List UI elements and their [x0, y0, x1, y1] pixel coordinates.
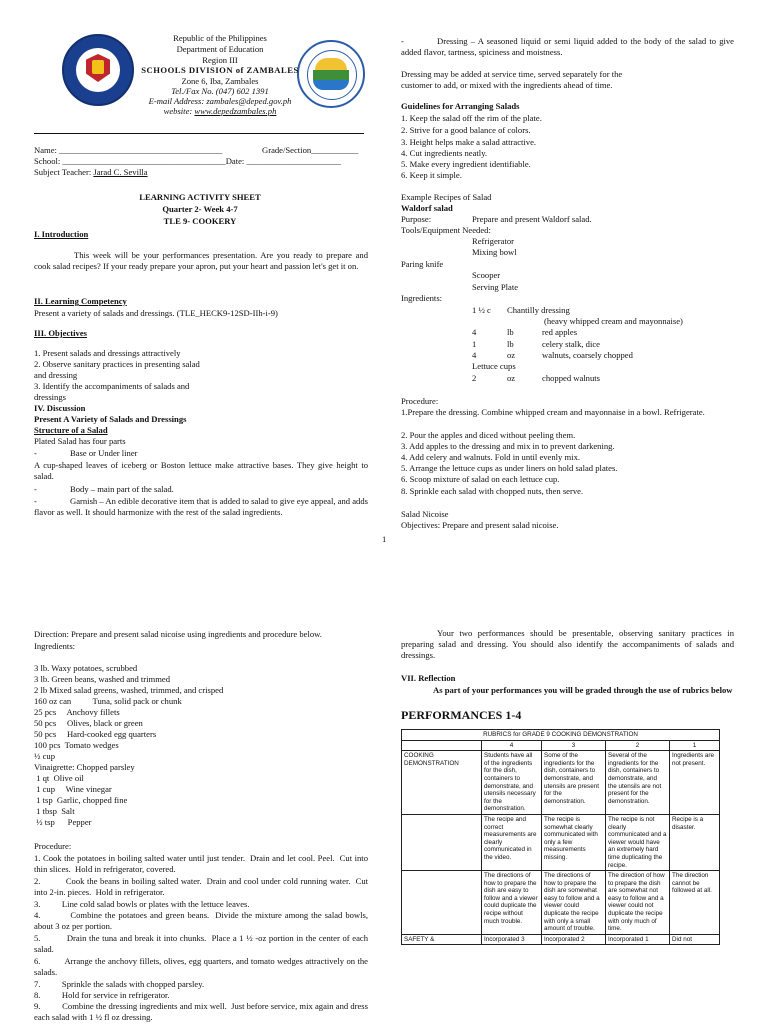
reflection-paragraph: As part of your performances you will be graded through the use of rubrics below	[433, 685, 733, 695]
table-cell	[402, 740, 482, 751]
school-date-field[interactable]: School: ______________________________________Date: ______________________	[34, 156, 341, 166]
intro-heading: I. Introduction	[34, 229, 89, 239]
competency-text: Present a variety of salads and dressings. (TLE_HECK9-12SD-IIh-i-9)	[34, 308, 278, 318]
header-address: Zone 6, Iba, Zambales	[181, 76, 259, 86]
procedure-1: 1.Prepare the dressing. Combine whipped cream and mayonnaise in a bowl. Refrigerate.	[401, 407, 705, 417]
tool-refrigerator: Refrigerator	[472, 236, 514, 246]
table-row	[402, 934, 720, 945]
grade-section-field[interactable]: Grade/Section___________	[262, 145, 359, 155]
header-republic: Republic of the Philippines	[173, 33, 267, 43]
header-dept: Department of Education	[176, 44, 264, 54]
header-rule	[34, 133, 364, 134]
guidelines-heading: Guidelines for Arranging Salads	[401, 101, 520, 111]
purpose-label: Purpose:	[401, 214, 432, 224]
dash-2: -	[34, 484, 37, 494]
guideline-3: 3. Height helps make a salad attractive.	[401, 137, 537, 147]
column-header: 3	[542, 740, 606, 751]
discussion-heading: IV. Discussion	[34, 403, 86, 413]
nicoise-step-5: 5. Drain the tuna and break it into chunks. Place a 1 ½ -oz portion in the center of each salad.	[34, 933, 371, 954]
list-item: Vinaigrette: Chopped parsley	[34, 762, 135, 772]
ing3-unit: lb	[507, 339, 514, 349]
nicoise-step-6: 6. Arrange the anchovy fillets, olives, egg quarters, and tomato wedges attractively on the salads.	[34, 956, 371, 977]
list-item: 25 pcs Anchovy fillets	[34, 707, 120, 717]
header-division: SCHOOLS DIVISION of ZAMBALES	[141, 65, 299, 75]
table-cell: Incorporated 1	[606, 934, 670, 945]
nicoise-ingredients-label: Ingredients:	[34, 641, 76, 651]
list-item: 1 cup Wine vinegar	[34, 784, 112, 794]
plated-text: Plated Salad has four parts	[34, 436, 126, 446]
list-item: 2 lb Mixed salad greens, washed, trimmed, and crisped	[34, 685, 224, 695]
guideline-2: 2. Strive for a good balance of colors.	[401, 125, 531, 135]
tool-paring-knife: Paring knife	[401, 259, 444, 269]
doc-subject: TLE 9- COOKERY	[163, 216, 237, 226]
procedure-2: 2. Pour the apples and diced without peeling them.	[401, 430, 576, 440]
tools-label: Tools/Equipment Needed:	[401, 225, 491, 235]
ing1-name: Chantilly dressing	[507, 305, 570, 315]
list-item: 3 lb. Green beans, washed and trimmed	[34, 674, 171, 684]
nicoise-step-2: 2. Cook the beans in boiling salted water. Drain and cool under cold running water. Cut into 2-in. pieces. Hold in refrigerator.	[34, 876, 371, 897]
tool-mixing-bowl: Mixing bowl	[472, 247, 517, 257]
table-cell: The direction of how to prepare the dish are somewhat not easy to follow and a viewer could not duplicate the recipe with only much of time.	[606, 871, 670, 935]
table-row	[402, 740, 720, 751]
procedure-4: 4. Add celery and walnuts. Fold in until evenly mix.	[401, 452, 581, 462]
guideline-4: 4. Cut ingredients neatly.	[401, 148, 488, 158]
procedure-label: Procedure:	[401, 396, 439, 406]
table-cell: Some of the ingredients for the dish, containers to demonstrate, and utensils are present for the demonstration.	[542, 751, 606, 815]
nicoise-step-4: 4. Combine the potatoes and green beans. Divide the mixture among the salad bowls, about 3 oz per portion.	[34, 910, 371, 931]
objective-1: 1. Present salads and dressings attractively	[34, 348, 181, 358]
table-row	[402, 871, 720, 935]
doc-quarter: Quarter 2- Week 4-7	[162, 204, 238, 214]
website-link[interactable]: www.depedzambales.ph	[194, 106, 277, 116]
ing2-name: red apples	[542, 327, 578, 337]
table-cell: The directions of how to prepare the dish are easy to follow and a viewer could duplicate the recipe without much trouble.	[482, 871, 542, 935]
dash-dressing: -	[401, 36, 404, 46]
column-header: 1	[670, 740, 720, 751]
table-cell: The recipe is somewhat clearly communicated with only a few measurements missing.	[542, 814, 606, 870]
purpose-value: Prepare and present Waldorf salad.	[472, 214, 592, 224]
intro-paragraph: This week will be your performances presentation. Are you ready to prepare and cook salad recipes? If your ready prepare your apron, put your heart and passion let's get it on.	[34, 250, 368, 271]
tool-serving-plate: Serving Plate	[472, 282, 519, 292]
list-item: 50 pcs Hard-cooked egg quarters	[34, 729, 157, 739]
table-row	[402, 730, 720, 741]
table-row	[402, 751, 720, 815]
column-header: 4	[482, 740, 542, 751]
body-text: Body – main part of the salad.	[70, 484, 174, 494]
structure-heading: Structure of a Salad	[34, 425, 108, 435]
ing6-unit: oz	[507, 373, 516, 383]
nicoise-objectives: Objectives: Prepare and present salad nicoise.	[401, 520, 559, 530]
performance-intro: Your two performances should be presentable, observing sanitary practices in preparing salad and dressing. You should also identify the accompaniments of salads and dressings.	[401, 628, 734, 660]
objective-2b: and dressing	[34, 370, 78, 380]
ing3-qty: 1	[472, 339, 477, 349]
guideline-5: 5. Make every ingredient identifiable.	[401, 159, 531, 169]
ing4-name: walnuts, coarsely chopped	[542, 350, 633, 360]
nicoise-step-9: 9. Combine the dressing ingredients and mix well. Just before service, mix again and dress each salad with 1 ½ fl oz dressing.	[34, 1001, 371, 1022]
list-item: 1 tbsp Salt	[34, 806, 75, 816]
table-cell: Several of the ingredients for the dish, containers to demonstrate, and the utensils are not present for the demonstration.	[606, 751, 670, 815]
ing1-sub: (heavy whipped cream and mayonnaise)	[544, 316, 683, 326]
ing6-qty: 2	[472, 373, 477, 383]
nicoise-step-3: 3. Line cold salad bowls or plates with the lettuce leaves.	[34, 899, 250, 909]
dressing-paragraph: Dressing – A seasoned liquid or semi liquid added to the body of the salad to give added flavor, tartness, spiciness and moistness.	[401, 36, 734, 57]
table-cell: The recipe and correct measurements are clearly communicated in the video.	[482, 814, 542, 870]
header-website: website: www.depedzambales.ph	[163, 106, 277, 116]
header-region: Region III	[202, 55, 238, 65]
row-label	[402, 871, 482, 935]
list-item: 100 pcs Tomato wedges	[34, 740, 119, 750]
procedure-6: 6. Scoop mixture of salad on each lettuce cup.	[401, 474, 560, 484]
subject-teacher: Subject Teacher: Jarad C. Sevilla	[34, 167, 148, 177]
table-cell: The recipe is not clearly communicated and a viewer would have an extremely hard time duplicating the recipe.	[606, 814, 670, 870]
waldorf-heading: Waldorf salad	[401, 203, 453, 213]
header-email: E-mail Address: zambales@deped.gov.ph	[148, 96, 292, 106]
objective-3b: dressings	[34, 392, 66, 402]
procedure-5: 5. Arrange the lettuce cups as under liners on hold salad plates.	[401, 463, 618, 473]
table-cell: Incorporated 3	[482, 934, 542, 945]
procedure-3: 3. Add apples to the dressing and mix in to prevent darkening.	[401, 441, 615, 451]
direction-text: Direction: Prepare and present salad nicoise using ingredients and procedure below.	[34, 629, 322, 639]
list-item: 160 oz can Tuna, solid pack or chunk	[34, 696, 182, 706]
rubrics-caption: RUBRICS for GRADE 9 COOKING DEMONSTRATION	[402, 730, 720, 741]
list-item: 50 pcs Olives, black or green	[34, 718, 143, 728]
performances-heading: PERFORMANCES 1-4	[401, 708, 522, 722]
table-cell: Ingredients are not present.	[670, 751, 720, 815]
ing5-name: Lettuce cups	[472, 361, 516, 371]
table-cell: Students have all of the ingredients for the dish, containers to demonstrate, and utensils necessary for the demonstration.	[482, 751, 542, 815]
guideline-1: 1. Keep the salad off the rim of the plate.	[401, 113, 542, 123]
nicoise-step-7: 7. Sprinkle the salads with chopped parsley.	[34, 979, 205, 989]
objective-2a: 2. Observe sanitary practices in presenting salad	[34, 359, 200, 369]
ing3-name: celery stalk, dice	[542, 339, 600, 349]
ing4-unit: oz	[507, 350, 516, 360]
nicoise-procedure-label: Procedure:	[34, 841, 72, 851]
list-item: 3 lb. Waxy potatoes, scrubbed	[34, 663, 138, 673]
guideline-6: 6. Keep it simple.	[401, 170, 462, 180]
list-item: ½ cup	[34, 751, 56, 761]
table-cell: Did not	[670, 934, 720, 945]
rubrics-table	[401, 729, 720, 945]
row-label: COOKING DEMONSTRATION	[402, 751, 482, 815]
dressing-p2b: customer to add, or mixed with the ingredients ahead of time.	[401, 80, 613, 90]
competency-heading: II. Learning Competency	[34, 296, 127, 306]
column-header: 2	[606, 740, 670, 751]
list-item: 1 qt Olive oil	[34, 773, 84, 783]
table-cell: The direction cannot be followed at all.	[670, 871, 720, 935]
table-row	[402, 814, 720, 870]
table-cell: Recipe is a disaster.	[670, 814, 720, 870]
ingredients-label: Ingredients:	[401, 293, 443, 303]
ing1-qty: 1 ½ c	[472, 305, 491, 315]
objectives-heading: III. Objectives	[34, 328, 87, 338]
reflection-heading: VII. Reflection	[401, 673, 456, 683]
dash-3: -	[34, 496, 37, 506]
nicoise-step-8: 8. Hold for service in refrigerator.	[34, 990, 170, 1000]
table-cell: Incorporated 2	[542, 934, 606, 945]
base-text: Base or Under liner	[70, 448, 138, 458]
table-cell: The directions of how to prepare the dish are somewhat easy to follow and a viewer could duplicate the recipe with only a small amount of trouble.	[542, 871, 606, 935]
ing6-name: chopped walnuts	[542, 373, 600, 383]
example-heading: Example Recipes of Salad	[401, 192, 492, 202]
name-field[interactable]: Name: ______________________________________	[34, 145, 223, 155]
header-telfax: Tel./Fax No. (047) 602 1391	[171, 86, 269, 96]
row-label: SAFETY &	[402, 934, 482, 945]
nicoise-heading: Salad Nicoise	[401, 509, 449, 519]
ing2-qty: 4	[472, 327, 477, 337]
dressing-p2a: Dressing may be added at service time, served separately for the	[401, 69, 623, 79]
base-paragraph: A cup-shaped leaves of iceberg or Boston lettuce make attractive bases. They give height to salad.	[34, 460, 368, 481]
objective-3a: 3. Identify the accompaniments of salads and	[34, 381, 190, 391]
doc-title: LEARNING ACTIVITY SHEET	[139, 192, 261, 202]
nicoise-step-1: 1. Cook the potatoes in boiling salted water until just tender. Drain and let cool. Peel. Cut into thin slices. Hold in refrigerator, covered.	[34, 853, 371, 874]
row-label	[402, 814, 482, 870]
dash-1: -	[34, 448, 37, 458]
page-number: 1	[382, 534, 387, 544]
ing4-qty: 4	[472, 350, 477, 360]
tool-scooper: Scooper	[472, 270, 501, 280]
garnish-paragraph: Garnish – An edible decorative item that is added to salad to give eye appeal, and adds flavor as well. It should harmonize with the rest of the salad ingredients.	[34, 496, 368, 517]
discussion-subheading: Present A Variety of Salads and Dressings	[34, 414, 187, 424]
ing2-unit: lb	[507, 327, 514, 337]
list-item: 1 tsp Garlic, chopped fine	[34, 795, 128, 805]
list-item: ½ tsp Pepper	[34, 817, 92, 827]
procedure-8: 8. Sprinkle each salad with chopped nuts, then serve.	[401, 486, 584, 496]
